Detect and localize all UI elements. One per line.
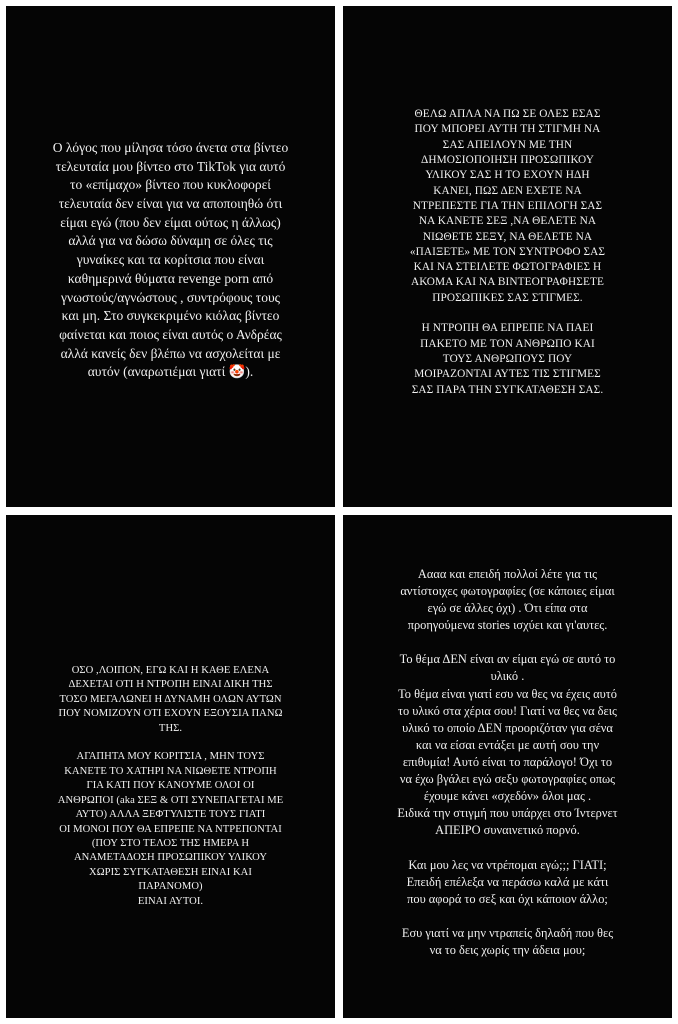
story-text-4: Αααα και επειδή πολλοί λέτε για τις αντίστοιχες φωτογραφίες (σε κάποιες είμαι εγώ σε άλλες όχι) . Ότι είπα στα προηγούμενα stories ισχύει και γι'αυτες. Το θέμα ΔΕΝ είναι αν είμαι εγώ σε αυτό το υλικό . Το θέμα είναι γιατί εσυ να θες να έχεις αυτό το υλικό στα χέρια σου! Γιατί να θες να δεις υλικό το οποίο ΔΕΝ προοριζόταν για σένα και να είσαι εντάξει με αυτή σου την επιθυμία! Αυτό είναι το παράλογο! Όχι το να έχω βγάλει εγώ σεξυ φωτογραφίες οπως έχουμε κάνει «σχεδόν» όλοι μας . Ειδικά την στιγμή που υπάρχει στο Ίντερνετ ΑΠΕΙΡΟ συναινετικό πορνό. Και μου λες να ντρέπομαι εγώ;;; ΓΙΑΤΙ; Επειδή επέλεξα να περάσω καλά με κάτι που αφορά το σεξ και όχι κάποιον άλλο; Εσυ γιατί να μην ντραπείς δηλαδή που θες να το δεις χωρίς την άδεια μου; (397, 566, 618, 957)
story-panel-3 (6, 515, 335, 1018)
story-panel-4 (343, 515, 672, 1018)
story-panel-1 (6, 6, 335, 507)
story-text-1: Ο λόγος που μίλησα τόσο άνετα στα βίντεο τελευταία μου βίντεο στο TikTok για αυτό το «επίμαχο» βίντεο που κυκλοφορεί τελευταία δεν είναι για να αποποιηθώ ότι είμαι εγώ (που δεν είμαι ούτως η άλλως) αλλά για να δώσω δύναμη σε όλες τις γυναίκες και τα κορίτσια που είναι καθημερινά θύματα revenge porn από γνωστούς/αγνώστους , συντρόφους τους και μη. Στο συγκεκριμένο κιόλας βίντεο φαίνεται και ποιος είναι αυτός ο Ανδρέας αλλά κανείς δεν βλέπω να ασχολείται με αυτόν (αναρωτιέμαι γιατί 🤡). (52, 139, 289, 380)
story-panel-2 (343, 6, 672, 507)
story-text-3: ΟΣΟ ,ΛΟΙΠΟΝ, ΕΓΩ ΚΑΙ Η ΚΑΘΕ ΕΛΕΝΑ ΔΕΧΕΤΑΙ ΟΤΙ Η ΝΤΡΟΠΗ ΕΙΝΑΙ ΔΙΚΗ ΤΗΣ ΤΟΣΟ ΜΕΓΑΛΩΝΕΙ Η ΔΥΝΑΜΗ ΟΛΩΝ ΑΥΤΩΝ ΠΟΥ ΝΟΜΙΖΟΥΝ ΟΤΙ ΕΧΟΥΝ ΕΞΟΥΣΙΑ ΠΑΝΩ ΤΗΣ. ΑΓΑΠΗΤΑ ΜΟΥ ΚΟΡΙΤΣΙΑ , ΜΗΝ ΤΟΥΣ ΚΑΝΕΤΕ ΤΟ ΧΑΤΗΡΙ ΝΑ ΝΙΩΘΕΤΕ ΝΤΡΟΠΗ ΓΙΑ ΚΑΤΙ ΠΟΥ ΚΑΝΟΥΜΕ ΟΛΟΙ ΟΙ ΑΝΘΡΩΠΟΙ (aka ΣΕΞ & ΟΤΙ ΣΥΝΕΠΑΓΕΤΑΙ ΜΕ ΑΥΤΟ) ΑΛΛΑ ΞΕΦΤΥΛΙΣΤΕ ΤΟΥΣ ΓΙΑΤΙ ΟΙ ΜΟΝΟΙ ΠΟΥ ΘΑ ΕΠΡΕΠΕ ΝΑ ΝΤΡΕΠΟΝΤΑΙ (ΠΟΥ ΣΤΟ ΤΕΛΟΣ ΤΗΣ ΗΜΕΡΑ Η ΑΝΑΜΕΤΑΔΟΣΗ ΠΡΟΣΩΠΙΚΟΥ ΥΛΙΚΟΥ ΧΩΡΙΣ ΣΥΓΚΑΤΑΘΕΣΗ ΕΙΝΑΙ ΚΑΙ ΠΑΡΑΝΟΜΟ) ΕΙΝΑΙ ΑΥΤΟΙ. (57, 665, 284, 907)
story-text-2: ΘΕΛΩ ΑΠΛΑ ΝΑ ΠΩ ΣΕ ΟΛΕΣ ΕΣΑΣ ΠΟΥ ΜΠΟΡΕΙ ΑΥΤΗ ΤΗ ΣΤΙΓΜΗ ΝΑ ΣΑΣ ΑΠΕΙΛΟΥΝ ΜΕ ΤΗΝ ΔΗΜΟΣΙΟΠΟΙΗΣΗ ΠΡΟΣΩΠΙΚΟΥ ΥΛΙΚΟΥ ΣΑΣ Η ΤΟ ΕΧΟΥΝ ΗΔΗ ΚΑΝΕΙ, ΠΩΣ ΔΕΝ ΕΧΕΤΕ ΝΑ ΝΤΡΕΠΕΣΤΕ ΓΙΑ ΤΗΝ ΕΠΙΛΟΓΗ ΣΑΣ ΝΑ ΚΑΝΕΤΕ ΣΕΞ ,ΝΑ ΘΕΛΕΤΕ ΝΑ ΝΙΩΘΕΤΕ ΣΕΞΥ, ΝΑ ΘΕΛΕΤΕ ΝΑ «ΠΑΙΞΕΤΕ» ΜΕ ΤΟΝ ΣΥΝΤΡΟΦΟ ΣΑΣ ΚΑΙ ΝΑ ΣΤΕΙΛΕΤΕ ΦΩΤΟΓΡΑΦΙΕΣ Η ΑΚΟΜΑ ΚΑΙ ΝΑ ΒΙΝΤΕΟΓΡΑΦΗΣΕΤΕ ΠΡΟΣΩΠΙΚΕΣ ΣΑΣ ΣΤΙΓΜΕΣ. Η ΝΤΡΟΠΗ ΘΑ ΕΠΡΕΠΕ ΝΑ ΠΑΕΙ ΠΑΚΕΤΟ ΜΕ ΤΟΝ ΑΝΘΡΩΠΟ ΚΑΙ ΤΟΥΣ ΑΝΘΡΩΠΟΥΣ ΠΟΥ ΜΟΙΡΑΖΟΝΤΑΙ ΑΥΤΕΣ ΤΙΣ ΣΤΙΓΜΕΣ ΣΑΣ ΠΑΡΑ ΤΗΝ ΣΥΓΚΑΤΑΘΕΣΗ ΣΑΣ. (409, 108, 606, 396)
